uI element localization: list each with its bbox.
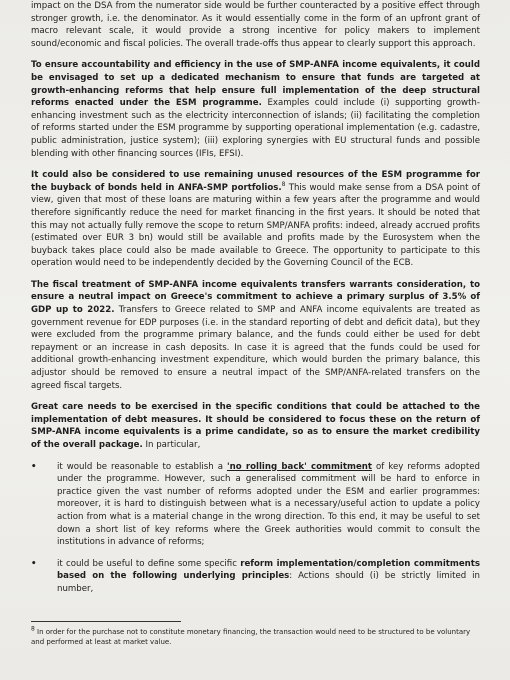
document-body — [31, 0, 480, 605]
list-item-text: it would be reasonable to establish a — [57, 461, 227, 472]
paragraph-fiscal-treatment — [31, 279, 480, 392]
list-item-emphasis: reform implementation/completion commitments based on the following underlying principles — [57, 558, 481, 582]
paragraph-text: In particular, — [142, 440, 201, 450]
paragraph-text: impact on the DSA from the numerator side would be further counteracted by a positive effect through stronger growth, i.e. the denominator. As it would essentially come in the form of an upfront grant of macro relevant scale, it would provide a strong incentive for policy makers to implement sound/economic and fiscal policies. The overall trade-offs thus appear to clearly support this approach. — [31, 1, 480, 49]
paragraph-heading-text: It could also be considered to use remaining unused resources of the ESM programme for the buyback of bonds held in ANFA-SMP portfolios. — [31, 170, 480, 193]
list-item-text: of key reforms adopted under the programme. However, such a generalised commitment will be hard to enforce in practice given the vast number of reforms adopted under the ESM and earlier programmes: moreover, it is hard to distinguish between what is a necessary/useful action to update a policy action from what is a material change in the wrong direction. To this end, it may be useful to set down a short list of key reforms where the Greek authorities would commit to consult the institutions in advance of reforms; — [57, 461, 480, 548]
list-item-text: : Actions should (i) be strictly limited in number, — [57, 571, 480, 594]
paragraph-buyback — [31, 169, 480, 270]
paragraph-text: Examples could include (i) supporting growth-enhancing investment such as the electricity interconnection of islands; (ii) facilitating the completion of reforms started under the ESM programme by supporting operational implementation (e.g. cadastre, public administration, justice system); (iii) exploring synergies with EU structural funds and possible blending with other financing sources (IFIs, EFSI). — [31, 98, 480, 159]
list-item — [31, 461, 480, 549]
bullet-marker: • — [31, 461, 37, 472]
footnote — [31, 627, 480, 647]
list-item-text: it could be useful to define some specific — [57, 558, 241, 569]
footnote-divider — [31, 621, 181, 622]
bullet-marker: • — [31, 558, 37, 569]
footnote-reference: 8 — [281, 180, 286, 188]
bullet-list — [31, 461, 480, 596]
paragraph-accountability — [31, 59, 480, 160]
paragraph-text: This would make sense from a DSA point of view, given that most of these loans are maturing within a few years after the programme and would therefore significantly reduce the need for market financing in the first years. It should be noted that this may not actually fully remove the scope to return SMP/ANFA profits: indeed, already accrued profits (estimated over EUR 3 bn) would still be available and profits made by the Eurosystem when the buyback takes place could also be made available to Greece. The opportunity to participate to this operation would need to be independently decided by the Governing Council of the ECB. — [31, 182, 480, 269]
paragraph-text: Transfers to Greece related to SMP and ANFA income equivalents are treated as government revenue for EDP purposes (i.e. in the standard reporting of debt and deficit data), but they were excluded from the programme primary balance, and the funds could either be used for debt repayment or an increase in cash deposits. In case it is agreed that the funds could be used for additional growth-enhancing investment expenditure, which would burden the primary balance, this adjustor should be removed to ensure a neutral impact of the SMP/ANFA-related transfers on the agreed fiscal targets. — [31, 305, 480, 391]
paragraph-heading-text: To ensure accountability and efficiency in the use of SMP-ANFA income equivalents, it could be envisaged to set up a dedicated mechanism to ensure that funds are targeted at growth-enhancing reforms that help ensure full implementation of the deep structural reforms enacted under the ESM programme. — [31, 60, 480, 109]
list-item-emphasis: 'no rolling back' commitment — [226, 461, 372, 472]
footnote-text: In order for the purchase not to constitute monetary financing, the transaction would need to be structured to be voluntary and performed at least at market value. — [31, 628, 471, 646]
paragraph-heading-text: Great care needs to be exercised in the specific conditions that could be attached to the implementation of debt measures. It should be considered to focus these on the return of SMP-ANFA income equivalents is a prime candidate, so as to ensure the market credibility of the overall package. — [31, 402, 480, 450]
paragraph-dsa-impact — [31, 0, 480, 50]
footnote-number: 8 — [31, 625, 35, 633]
paragraph-heading-text: The fiscal treatment of SMP-ANFA income equivalents transfers warrants consideration, to ensure a neutral impact on Greece's commitment to achieve a primary surplus of 3.5% of GDP up to 2022. — [31, 279, 480, 316]
paragraph-conditions — [31, 401, 480, 451]
list-item — [31, 558, 480, 596]
